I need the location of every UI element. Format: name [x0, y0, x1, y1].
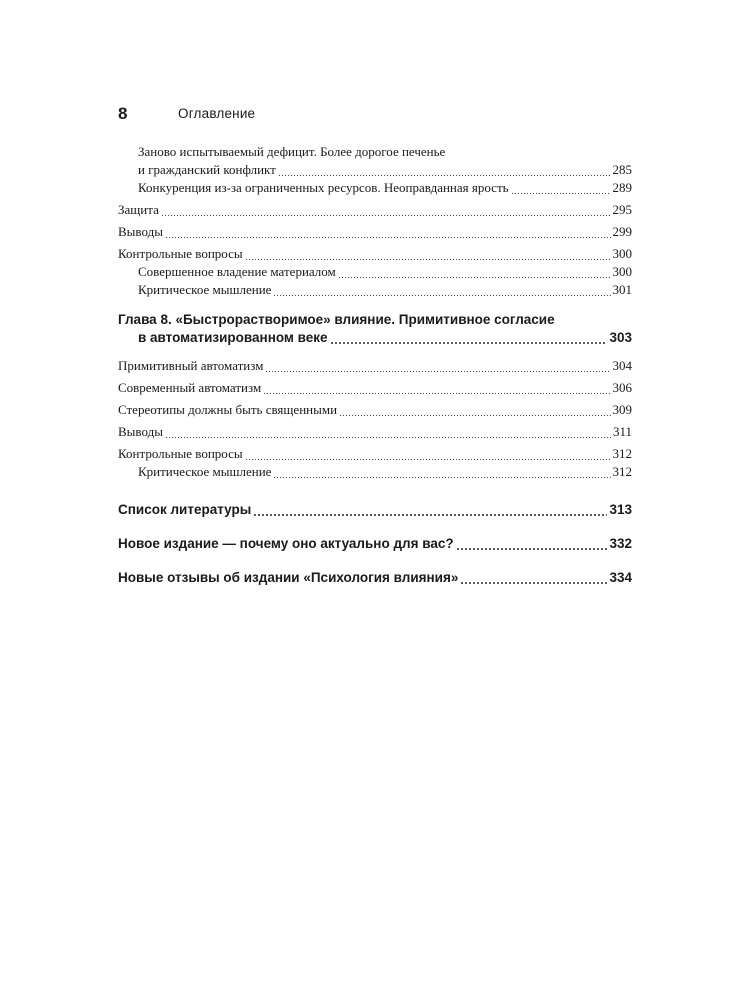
toc-entry-review-questions[interactable] [118, 445, 632, 463]
toc-entry-competition[interactable] [118, 179, 632, 197]
toc-entry-page: 334 [609, 570, 632, 585]
toc-entry-page: 300 [612, 264, 632, 279]
toc-entry-page: 306 [612, 380, 632, 395]
dot-leader [278, 161, 611, 179]
toc-entry-page: 300 [612, 246, 632, 261]
toc-chapter-title-line1: Глава 8. «Быстрорастворимое» влияние. Примитивное согласие [118, 312, 555, 327]
toc-entry-references[interactable] [118, 501, 632, 519]
toc-entry-page: 332 [609, 536, 632, 551]
dot-leader [273, 463, 610, 481]
toc-entry-conclusions[interactable] [118, 423, 632, 441]
toc-entry-title: Выводы [118, 224, 163, 239]
toc-entry-title-line2: и гражданский конфликт [138, 162, 276, 177]
dot-leader [263, 379, 610, 397]
toc-entry-page: 301 [612, 282, 632, 297]
toc-entry-title: Стереотипы должны быть священными [118, 402, 338, 417]
toc-entry-title: Примитивный автоматизм [118, 358, 264, 373]
dot-leader [265, 357, 610, 375]
dot-leader [245, 445, 611, 463]
toc-entry-title: Новые отзывы об издании «Психология влияния» [118, 570, 459, 585]
dot-leader [165, 423, 611, 441]
toc-entry-new-reviews[interactable] [118, 569, 632, 587]
toc-entry-review-questions[interactable] [118, 245, 632, 263]
toc-entry-title: Современный автоматизм [118, 380, 262, 395]
toc-entry-title: Критическое мышление [138, 282, 272, 297]
toc-entry-stereotypes[interactable] [118, 401, 632, 419]
toc-entry-title: Контрольные вопросы [118, 446, 243, 461]
toc-entry-page: 313 [609, 502, 632, 517]
toc-entry-page: 312 [612, 446, 632, 461]
toc-entry-title: Новое издание — почему оно актуально для вас? [118, 536, 454, 551]
table-of-contents [118, 143, 632, 587]
toc-entry-title: Список литературы [118, 502, 252, 517]
toc-entry-title-line1: Заново испытываемый дефицит. Более дорогое печенье [138, 144, 446, 159]
toc-entry-page: 312 [612, 464, 632, 479]
page-number: 8 [118, 104, 128, 123]
toc-chapter-8[interactable] [118, 311, 632, 347]
dot-leader [330, 329, 608, 347]
toc-entry-title: Совершенное владение материалом [138, 264, 336, 279]
toc-entry-page: 304 [612, 358, 632, 373]
toc-chapter-title-line2: в автоматизированном веке [138, 330, 328, 345]
dot-leader [460, 569, 607, 587]
dot-leader [338, 263, 611, 281]
toc-entry-defense[interactable] [118, 201, 632, 219]
toc-entry-title: Защита [118, 202, 159, 217]
toc-entry-primitive-automatism[interactable] [118, 357, 632, 375]
toc-entry-new-edition[interactable] [118, 535, 632, 553]
dot-leader [273, 281, 610, 299]
dot-leader [339, 401, 610, 419]
toc-entry-page: 295 [612, 202, 632, 217]
dot-leader [161, 201, 611, 219]
toc-entry-page: 285 [612, 162, 632, 177]
toc-entry-page: 309 [612, 402, 632, 417]
running-head: Оглавление [178, 106, 256, 121]
dot-leader [165, 223, 611, 241]
toc-entry-conclusions[interactable] [118, 223, 632, 241]
toc-entry-modern-automatism[interactable] [118, 379, 632, 397]
toc-entry-title: Выводы [118, 424, 163, 439]
dot-leader [511, 179, 611, 197]
toc-entry-page: 311 [612, 424, 632, 439]
toc-entry-critical-thinking[interactable] [118, 463, 632, 481]
toc-entry-page: 299 [612, 224, 632, 239]
toc-entry-page: 289 [612, 180, 632, 195]
dot-leader [456, 535, 608, 553]
toc-entry-critical-thinking[interactable] [118, 281, 632, 299]
toc-entry-title: Критическое мышление [138, 464, 272, 479]
dot-leader [253, 501, 607, 519]
toc-entry-title: Конкуренция из-за ограниченных ресурсов. Неоправданная ярость [138, 180, 509, 195]
toc-entry-page: 303 [609, 330, 632, 345]
toc-entry-renewed-deficit[interactable] [118, 143, 632, 179]
toc-entry-mastery[interactable] [118, 263, 632, 281]
toc-entry-title: Контрольные вопросы [118, 246, 243, 261]
dot-leader [245, 245, 611, 263]
